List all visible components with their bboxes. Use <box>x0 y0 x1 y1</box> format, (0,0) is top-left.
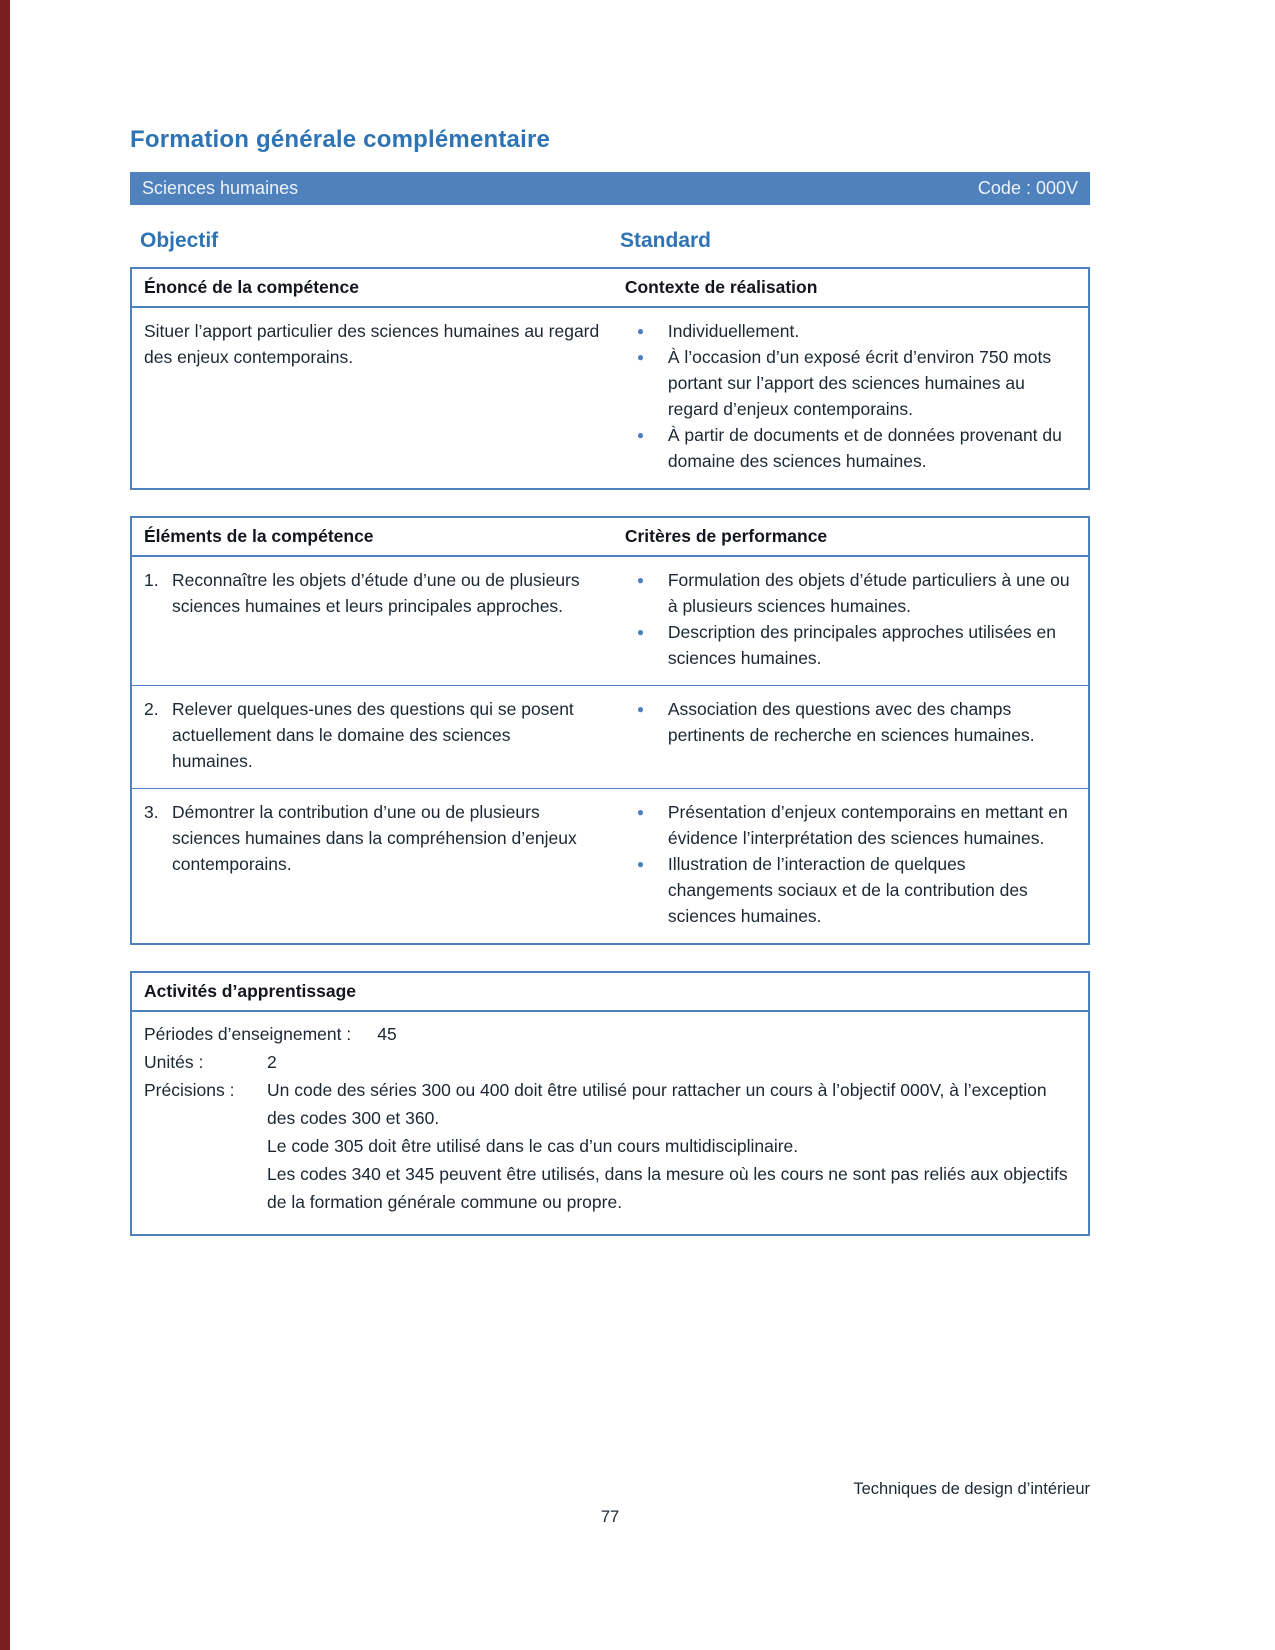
bullet-text: Association des questions avec des champs pertinents de recherche en sciences humaines. <box>667 699 1035 745</box>
unites-value: 2 <box>267 1052 277 1072</box>
activities-body <box>132 1012 1088 1234</box>
page-number: 77 <box>600 1508 620 1526</box>
competence-header: Énoncé de la compétence <box>131 268 613 307</box>
list-item <box>625 851 1076 929</box>
numbered-item <box>144 567 601 619</box>
footer-program-name: Techniques de design d’intérieur <box>853 1480 1090 1498</box>
list-item <box>625 619 1076 671</box>
left-margin-bar <box>0 0 10 1650</box>
precisions-paragraph: Le code 305 doit être utilisé dans le cas d’un cours multidisciplinaire. <box>267 1136 799 1156</box>
column-headings <box>130 229 1090 253</box>
item-number: 2. <box>144 699 159 719</box>
banner-section-label: Sciences humaines <box>142 178 299 198</box>
competence-statement: Situer l’apport particulier des sciences humaines au regard des enjeux contemporains. <box>144 321 600 367</box>
item-text: Reconnaître les objets d’étude d’une ou de plusieurs sciences humaines et leurs principales approches. <box>172 570 580 616</box>
page-content <box>130 0 1090 1262</box>
element-row-3 <box>131 789 1089 945</box>
bullet-text: Illustration de l’interaction de quelques changements sociaux et de la contribution des sciences humaines. <box>667 854 1028 926</box>
elements-header: Éléments de la compétence <box>131 517 613 556</box>
banner-code-label: Code : 000V <box>977 178 1078 198</box>
page-title: Formation générale complémentaire <box>130 126 551 153</box>
precisions-row <box>144 1076 1076 1216</box>
bullet-icon: ● <box>636 573 645 587</box>
bullet-icon: ● <box>636 857 645 871</box>
element-row-1 <box>131 556 1089 686</box>
precisions-text <box>267 1076 1076 1216</box>
element-1 <box>131 556 613 686</box>
criteres-1 <box>613 556 1089 686</box>
competence-table-body-row <box>131 307 1089 489</box>
list-item <box>625 422 1076 474</box>
bullet-text: Description des principales approches utilisées en sciences humaines. <box>667 622 1056 668</box>
element-row-2 <box>131 686 1089 789</box>
bullet-text: À l’occasion d’un exposé écrit d’environ 750 mots portant sur l’apport des sciences humaines au regard d’enjeux contemporains. <box>667 347 1052 419</box>
periodes-label: Périodes d’enseignement : <box>144 1024 352 1044</box>
objectif-heading: Objectif <box>140 229 219 252</box>
list-item <box>625 344 1076 422</box>
bullet-icon: ● <box>636 625 645 639</box>
bullet-icon: ● <box>636 324 645 338</box>
activities-box <box>130 971 1090 1236</box>
numbered-item <box>144 696 601 774</box>
competence-table <box>130 267 1090 490</box>
contexte-header: Contexte de réalisation <box>613 268 1089 307</box>
element-3 <box>131 789 613 945</box>
elements-table-header-row <box>131 517 1089 556</box>
bullet-icon: ● <box>636 805 645 819</box>
bullet-text: Présentation d’enjeux contemporains en mettant en évidence l’interprétation des sciences humaines. <box>667 802 1068 848</box>
item-number: 1. <box>144 570 159 590</box>
precisions-paragraph: Un code des séries 300 ou 400 doit être utilisé pour rattacher un cours à l’objectif 000V, à l’exception des codes 300 et 360. <box>267 1080 1047 1128</box>
item-text: Relever quelques-unes des questions qui se posent actuellement dans le domaine des sciences humaines. <box>172 699 574 771</box>
competence-table-header-row <box>131 268 1089 307</box>
element-2 <box>131 686 613 789</box>
section-banner <box>130 172 1090 205</box>
contexte-bullets <box>613 307 1089 489</box>
item-number: 3. <box>144 802 159 822</box>
precisions-paragraph: Les codes 340 et 345 peuvent être utilisés, dans la mesure où les cours ne sont pas reliés aux objectifs de la formation générale commune ou propre. <box>267 1164 1068 1212</box>
periodes-row <box>144 1020 1076 1048</box>
activities-title: Activités d’apprentissage <box>132 973 1088 1012</box>
bullet-icon: ● <box>636 350 645 364</box>
list-item <box>625 318 1076 344</box>
criteres-header: Critères de performance <box>613 517 1089 556</box>
list-item <box>625 567 1076 619</box>
bullet-icon: ● <box>636 702 645 716</box>
bullet-icon: ● <box>636 428 645 442</box>
periodes-value: 45 <box>377 1024 397 1044</box>
elements-table <box>130 516 1090 945</box>
bullet-text: Formulation des objets d’étude particuliers à une ou à plusieurs sciences humaines. <box>667 570 1070 616</box>
bullet-text: À partir de documents et de données provenant du domaine des sciences humaines. <box>667 425 1062 471</box>
standard-heading: Standard <box>620 229 712 252</box>
unites-row <box>144 1048 1076 1076</box>
numbered-item <box>144 799 601 877</box>
criteres-3 <box>613 789 1089 945</box>
list-item <box>625 799 1076 851</box>
unites-label: Unités : <box>144 1052 204 1072</box>
bullet-text: Individuellement. <box>667 321 800 341</box>
item-text: Démontrer la contribution d’une ou de plusieurs sciences humaines dans la compréhension d’enjeux contemporains. <box>172 802 577 874</box>
list-item <box>625 696 1076 748</box>
criteres-2 <box>613 686 1089 789</box>
precisions-label: Précisions : <box>144 1080 235 1100</box>
